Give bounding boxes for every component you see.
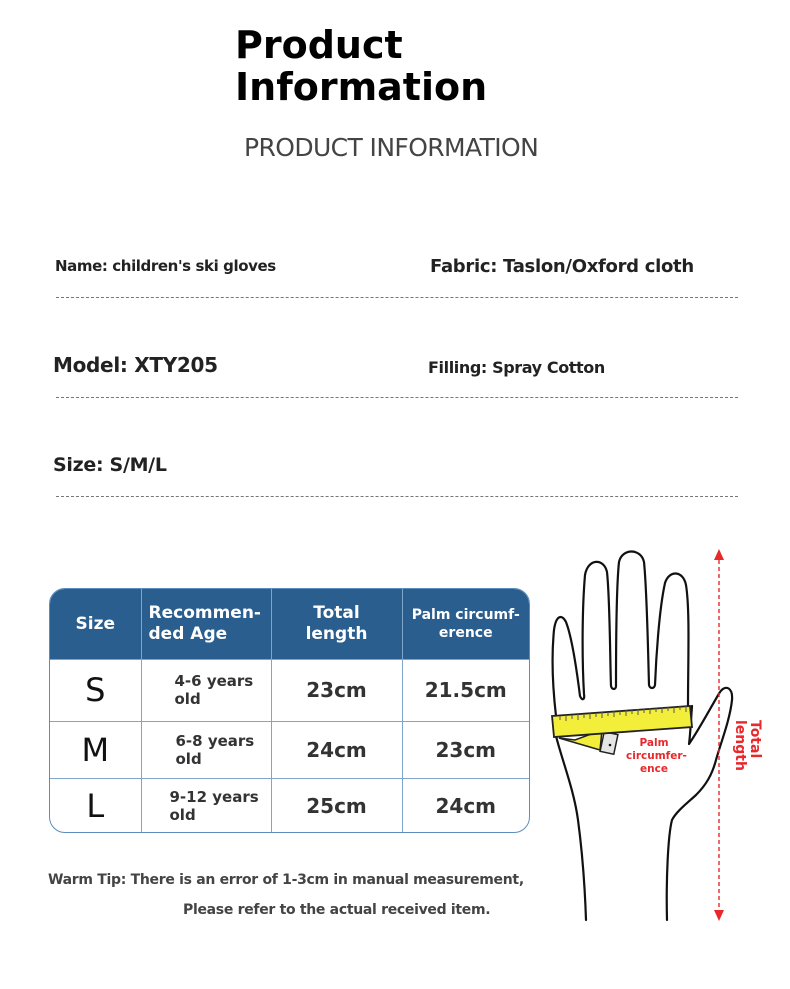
header-age-line-2: ded Age [148,624,228,644]
size-chart-table [49,588,530,833]
spec-size: Size: S/M/L [53,454,167,476]
table-row [50,779,529,832]
total-length-label [732,720,762,771]
divider [56,297,738,298]
total-label-line-1: Total [747,720,763,759]
spec-fabric: Fabric: Taslon/Oxford cloth [430,256,694,277]
cell-palm-circumference: 21.5cm [402,660,529,722]
page-subtitle: PRODUCT INFORMATION [244,133,539,162]
header-palm-circumference [402,589,529,660]
cell-age [141,660,271,722]
cell-palm-circumference: 23cm [402,721,529,779]
header-length-line-2: length [305,624,368,644]
header-age-line-1: Recommen- [148,603,261,623]
title-line-1: Product [235,23,403,67]
palm-label-line-3: ence [640,763,668,775]
spec-model: Model: XTY205 [53,353,218,377]
cell-size: S [50,660,141,722]
cell-age-line-1: 9-12 years [169,787,259,806]
table-row [50,660,529,722]
header-length-line-1: Total [313,603,360,623]
palm-label-line-1: Palm [639,737,669,749]
cell-total-length: 25cm [271,779,402,832]
spec-name: Name: children's ski gloves [55,257,276,275]
palm-label-line-2: circumfer- [626,750,687,762]
cell-total-length: 24cm [271,721,402,779]
total-length-arrow-icon [714,549,724,921]
cell-age-line-1: 6-8 years [175,731,255,750]
header-total-length [271,589,402,660]
cell-age-line-2: old [175,749,202,768]
divider [56,397,738,398]
cell-age-line-2: old [169,805,196,824]
cell-palm-circumference: 24cm [402,779,529,832]
cell-age-line-2: old [174,690,201,709]
cell-total-length: 23cm [271,660,402,722]
cell-age-line-1: 4-6 years [174,672,254,691]
warm-tip-line-1: Warm Tip: There is an error of 1-3cm in manual measurement, [48,872,524,888]
header-palm-line-2: erence [438,625,493,641]
total-label-line-2: length [732,720,748,771]
header-palm-line-1: Palm circumf- [411,607,520,623]
header-size: Size [50,589,141,660]
header-recommended-age [141,589,271,660]
divider [56,496,738,497]
cell-age [141,779,271,832]
page-title [235,24,487,108]
table-header-row [50,589,529,660]
spec-filling: Filling: Spray Cotton [428,358,605,377]
table-row [50,721,529,779]
title-line-2: Information [235,65,488,109]
cell-size: L [50,779,141,832]
cell-age [141,721,271,779]
palm-circumference-label [626,737,687,776]
warm-tip-line-2: Please refer to the actual received item. [183,902,491,918]
cell-size: M [50,721,141,779]
